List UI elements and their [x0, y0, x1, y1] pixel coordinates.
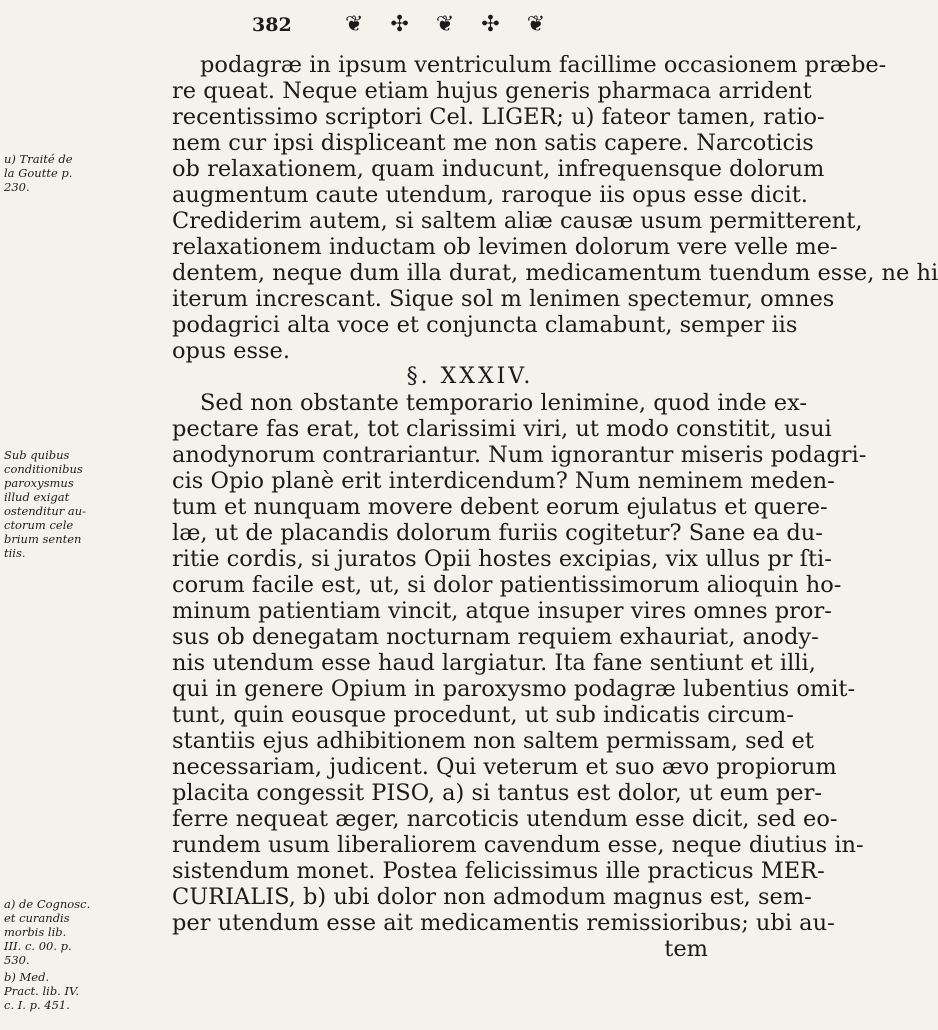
- header-ornament: ❦ ✣ ❦ ✣ ❦: [345, 12, 556, 37]
- text-line: necessariam, judicent. Qui veterum et suo ævo propiorum: [172, 754, 837, 780]
- text-line: per utendum esse ait medicamentis remissioribus; ubi au-: [172, 910, 835, 936]
- text-line: Crediderim autem, si saltem aliæ causæ usum permitterent,: [172, 208, 863, 234]
- text-line: placita congessit PISO, a) si tantus est dolor, ut eum per-: [172, 780, 822, 806]
- text-line: corum facile est, ut, si dolor patientissimorum alioquin ho-: [172, 572, 842, 598]
- text-line: opus esse.: [172, 338, 291, 364]
- text-line: dentem, neque dum illa durat, medicamentum tuendum esse, ne hi: [172, 260, 938, 286]
- text-line: stantiis ejus adhibitionem non saltem permissam, sed et: [172, 728, 814, 754]
- text-line: augmentum caute utendum, raroque iis opus esse dicit.: [172, 182, 808, 208]
- text-line: tum et nunquam movere debent eorum ejulatus et quere-: [172, 494, 828, 520]
- text-line: anodynorum contrariantur. Num ignorantur miseris podagri-: [172, 442, 867, 468]
- section-heading: §. XXXIV.: [406, 364, 534, 389]
- text-line: nem cur ipsi displiceant me non satis capere. Narcoticis: [172, 130, 814, 156]
- text-line: sus ob denegatam nocturnam requiem exhauriat, anody-: [172, 624, 819, 650]
- text-line: tunt, quin eousque procedunt, ut sub indicatis circum-: [172, 702, 794, 728]
- text-line: ob relaxationem, quam inducunt, infrequensque dolorum: [172, 156, 825, 182]
- page-number: 382: [252, 14, 292, 36]
- text-line: minum patientiam vincit, atque insuper vires omnes pror-: [172, 598, 832, 624]
- text-line: podagræ in ipsum ventriculum facillime occasionem præbe-: [200, 52, 887, 78]
- text-line: qui in genere Opium in paroxysmo podagræ lubentius omit-: [172, 676, 856, 702]
- text-line: pectare fas erat, tot clarissimi viri, ut modo constitit, usui: [172, 416, 832, 442]
- margin-note-sub-quibus: Sub quibus conditionibus paroxysmus illud exigat ostenditur au- ctorum cele brium senten tiis.: [4, 448, 87, 560]
- text-line: iterum increscant. Sique sol m lenimen spectemur, omnes: [172, 286, 835, 312]
- text-line: re queat. Neque etiam hujus generis pharmaca arrident: [172, 78, 812, 104]
- text-line: nis utendum esse haud largiatur. Ita fane sentiunt et illi,: [172, 650, 816, 676]
- text-line: sistendum monet. Postea felicissimus ille practicus MER-: [172, 858, 825, 884]
- text-line: cis Opio planè erit interdicendum? Num neminem meden-: [172, 468, 835, 494]
- text-line: relaxationem inductam ob levimen dolorum vere velle me-: [172, 234, 838, 260]
- text-line: læ, ut de placandis dolorum furiis cogitetur? Sane ea du-: [172, 520, 823, 546]
- margin-note-a: a) de Cognosc. et curandis morbis lib. III. c. 00. p. 530.: [4, 897, 91, 967]
- margin-note-u: u) Traité de la Goutte p. 230.: [4, 152, 73, 194]
- main-text-column: [172, 52, 938, 962]
- text-line: CURIALIS, b) ubi dolor non admodum magnus est, sem-: [172, 884, 812, 910]
- text-line: rundem usum liberaliorem cavendum esse, neque diutius in-: [172, 832, 864, 858]
- margin-note-b: b) Med. Pract. lib. IV. c. I. p. 451.: [4, 970, 79, 1012]
- text-line: ritie cordis, si juratos Opii hostes excipias, vix ullus pr ſti-: [172, 546, 832, 572]
- text-line: podagrici alta voce et conjuncta clamabunt, semper iis: [172, 312, 798, 338]
- text-line: ferre nequeat æger, narcoticis utendum esse dicit, sed eo-: [172, 806, 838, 832]
- catchword: tem: [664, 936, 708, 962]
- text-line: Sed non obstante temporario lenimine, quod inde ex-: [200, 390, 807, 416]
- text-line: recentissimo scriptori Cel. LIGER; u) fateor tamen, ratio-: [172, 104, 825, 130]
